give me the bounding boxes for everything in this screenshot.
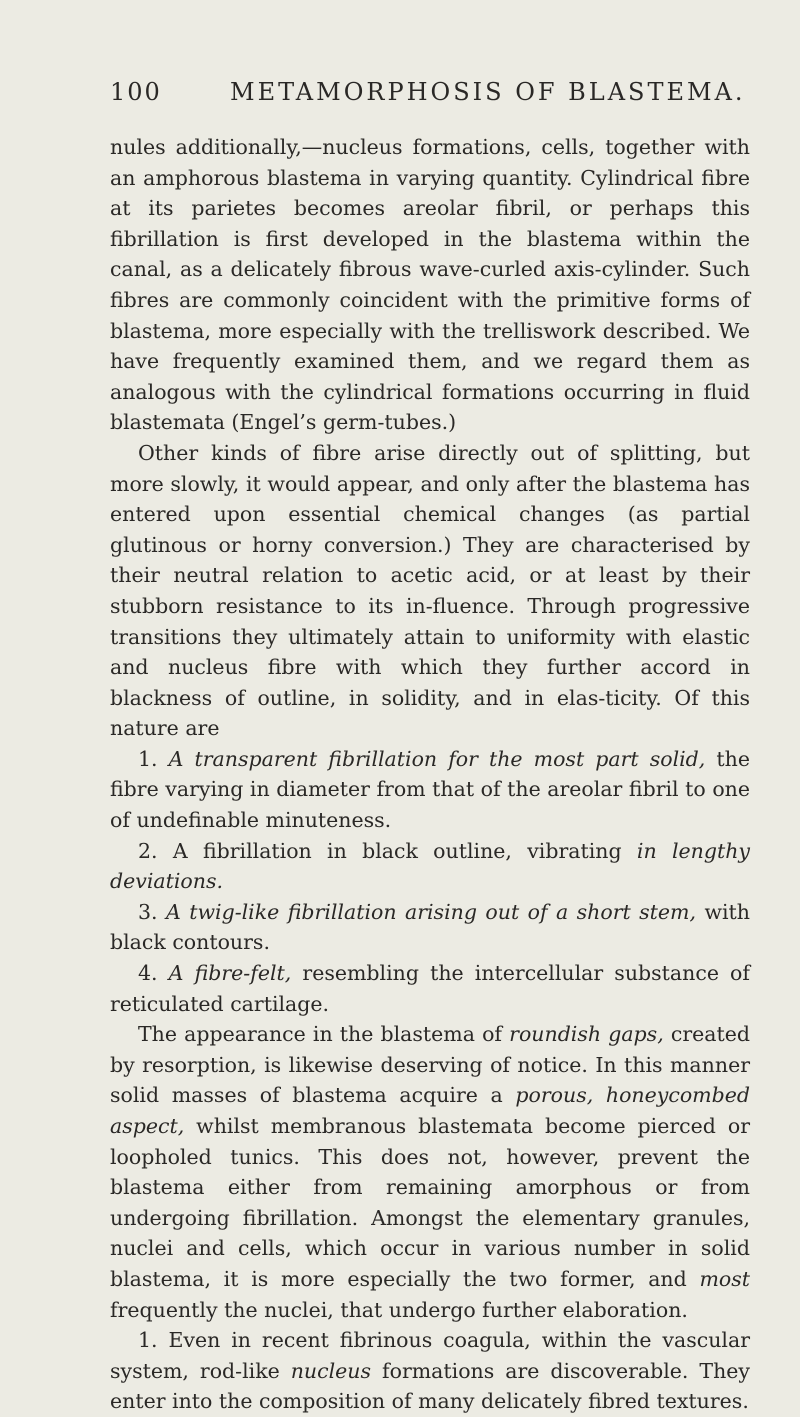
body-text	[110, 132, 750, 1417]
list-item-1	[110, 744, 750, 836]
list-item-emphasis: A transparent fibrillation for the most part solid,	[168, 746, 706, 771]
text-run: formations are discoverable. They enter into the composition of many delicately fibred textures.	[110, 1358, 750, 1414]
emphasis-run: porous, honeycombed aspect,	[110, 1083, 750, 1138]
text-run: The appearance in the blastema of	[138, 1022, 510, 1047]
paragraph-fibrinous-coagula	[110, 1325, 750, 1417]
list-item-number: 3.	[138, 899, 158, 924]
list-item-emphasis: in lengthy deviations.	[110, 838, 751, 894]
running-title: METAMORPHOSIS OF BLASTEMA.	[230, 78, 746, 106]
paragraph-other-kinds: Other kinds of fibre arise directly out of splitting, but more slowly, it would appear, and only after the blastema has entered upon essential chemical changes (as partial glutinous or horny conversion.) They are characterised by their neutral relation to acetic acid, or at least by their stubborn resistance to its in-fluence. Through progressive transitions they ultimately attain to uniformity with elastic and nucleus fibre with which they further accord in blackness of outline, in solidity, and in elas-ticity. Of this nature are	[110, 440, 750, 741]
list-item-emphasis: A twig-like fibrillation arising out of a short stem,	[166, 899, 697, 924]
list-item-number: 1.	[138, 746, 158, 771]
page-header	[110, 78, 750, 110]
text-run: 1. Even in recent fibrinous coagula, within the vascular system, rod-like	[110, 1328, 750, 1383]
list-item-number: 2.	[138, 838, 158, 863]
list-item-text: the fibre varying in diameter from that of the areolar fibril to one of undefinable minuteness.	[110, 746, 750, 833]
list-item-emphasis: A fibre-felt,	[168, 961, 292, 986]
list-item-text: resembling the intercellular substance of reticulated cartilage.	[110, 961, 750, 1016]
list-item-number: 4.	[138, 961, 158, 986]
emphasis-run: roundish gaps,	[509, 1022, 664, 1047]
paragraph-continuation: nules additionally,—nucleus formations, cells, together with an amphorous blastema in varying quantity. Cylindrical fibre at its parietes becomes areolar fibril, or perhaps this fibrillation is first developed in the blastema within the canal, as a delicately fibrous wave-curled axis-cylinder. Such fibres are commonly coincident with the primitive forms of blastema, more especially with the trelliswork described. We have frequently examined them, and we regard them as analogous with the cylindrical formations occurring in fluid blastemata (Engel’s germ-tubes.)	[110, 135, 750, 435]
emphasis-run: most	[699, 1266, 750, 1291]
text-run: whilst membranous blastemata become pierced or loopholed tunics. This does not, however, prevent the blastema either from remaining amorphous or from undergoing fibrillation. Amongst the elementary granules, nuclei and cells, which occur in various number in solid blastema, it is more especially the two former, and	[110, 1114, 750, 1291]
list-item-4	[110, 958, 750, 1019]
page-number: 100	[110, 78, 162, 106]
text-run: created by resorption, is likewise deserving of notice. In this manner solid masses of blastema acquire a	[110, 1022, 750, 1108]
list-item-text: A fibrillation in black outline, vibrating	[157, 838, 637, 863]
paragraph-roundish-gaps	[110, 1019, 750, 1325]
list-item-text: with black contours.	[110, 899, 750, 955]
text-run: frequently the nuclei, that undergo further elaboration.	[110, 1297, 688, 1322]
list-item-3	[110, 897, 750, 958]
list-item-2	[110, 836, 750, 897]
emphasis-run: nucleus	[290, 1358, 372, 1383]
